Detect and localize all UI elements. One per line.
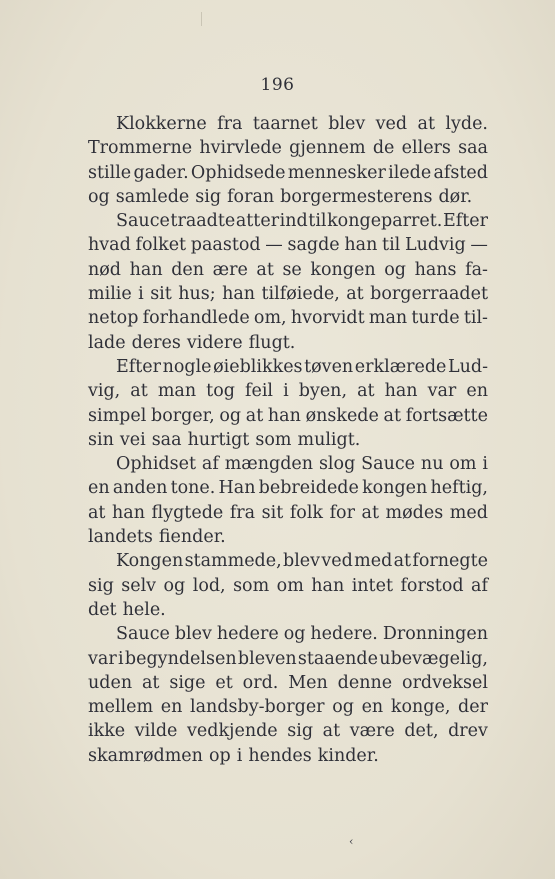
word: i <box>138 284 144 305</box>
word: muligt. <box>297 429 361 450</box>
word: feil <box>245 381 274 402</box>
word: skamrødmen <box>88 745 203 766</box>
word: til <box>382 235 401 256</box>
word: var <box>427 381 457 402</box>
word: milie <box>88 284 132 305</box>
word: landsby-borger <box>190 697 325 718</box>
word: hele. <box>122 599 166 620</box>
word: hvirvlede <box>199 138 282 159</box>
word: Ophidset <box>116 454 196 475</box>
text-line <box>88 331 488 355</box>
word: borger, <box>151 405 215 426</box>
word: og <box>332 697 354 718</box>
word: intet <box>351 575 393 596</box>
word: fornegte <box>412 551 488 572</box>
word: de <box>372 138 395 159</box>
text-line <box>88 622 488 646</box>
word: lade <box>88 332 126 353</box>
word: gjennem <box>289 138 366 159</box>
word: og <box>384 259 406 280</box>
text-line <box>88 258 488 282</box>
word: en <box>466 381 488 402</box>
text-line <box>88 695 488 719</box>
text-line <box>88 476 488 500</box>
text-line <box>88 671 488 695</box>
body-text <box>88 112 488 768</box>
word: tone. <box>170 478 216 499</box>
word: nu <box>420 454 444 475</box>
word: flygtede <box>151 502 224 523</box>
word: Klokkerne <box>116 114 207 134</box>
text-line <box>88 161 488 185</box>
word: traadte <box>170 211 236 232</box>
word: en <box>88 478 110 499</box>
word: Sauce <box>116 211 170 232</box>
word: med <box>449 502 488 523</box>
word: kongeparret. <box>327 211 443 232</box>
word: Ophidsede <box>190 162 286 183</box>
word: at <box>357 381 375 402</box>
word: at <box>245 405 264 426</box>
word: Kongen <box>116 551 184 572</box>
word: at <box>383 405 402 426</box>
word: fiender. <box>158 527 226 548</box>
text-line <box>88 379 488 403</box>
word: — <box>265 235 283 256</box>
word: mellem <box>88 697 154 718</box>
word: vedkjende <box>187 721 278 742</box>
word: var <box>88 648 117 669</box>
word: gader. <box>133 162 189 183</box>
word: hvad <box>88 235 131 256</box>
text-line <box>88 282 488 306</box>
word: bleven <box>237 648 297 669</box>
word: ind <box>279 211 308 232</box>
word: nød <box>88 259 122 280</box>
word: sig <box>195 186 222 207</box>
word: landets <box>88 527 153 548</box>
word: en <box>361 697 384 718</box>
word: i <box>283 381 289 402</box>
text-line <box>88 719 488 743</box>
word: det <box>88 599 117 620</box>
word: at <box>393 551 412 572</box>
word: saa <box>151 429 182 450</box>
text-line <box>88 452 488 476</box>
word: hus; <box>178 284 216 305</box>
word: man <box>368 308 408 329</box>
word: samlede <box>115 186 190 207</box>
word: tog <box>206 381 235 402</box>
word: Trommerne <box>88 138 193 159</box>
word: han <box>267 405 301 426</box>
word: hendes <box>248 745 312 766</box>
word: afsted <box>433 162 488 183</box>
word: stille <box>88 162 132 183</box>
word: at <box>417 114 435 134</box>
word: til <box>308 211 327 232</box>
word: som <box>255 429 292 450</box>
word: et <box>215 672 233 693</box>
word: vilde <box>134 721 178 742</box>
word: være <box>349 721 395 742</box>
word: flugt. <box>248 332 296 353</box>
word: — <box>470 235 488 256</box>
word: heftig, <box>430 478 488 499</box>
word: at <box>361 502 379 523</box>
word: at <box>346 284 364 305</box>
word: og <box>219 405 242 426</box>
word: Sauce <box>361 454 416 475</box>
word: til- <box>463 308 488 329</box>
word: det, <box>404 721 439 742</box>
word: at <box>130 381 148 402</box>
word: byen, <box>298 381 348 402</box>
word: denne <box>337 672 393 693</box>
word: han <box>129 259 163 280</box>
paper-crease <box>201 12 202 26</box>
word: mængden <box>224 454 314 475</box>
word: i <box>118 648 124 669</box>
text-line <box>88 306 488 330</box>
text-line <box>88 647 488 671</box>
word: en <box>160 697 183 718</box>
word: anden <box>112 478 168 499</box>
word: kongen <box>310 259 376 280</box>
footer-mark: ‹ <box>349 835 354 848</box>
word: vig, <box>88 381 121 402</box>
word: ubevægelig, <box>379 648 488 669</box>
word: øieblikkes <box>213 356 303 377</box>
word: videre <box>186 332 243 353</box>
text-line <box>88 185 488 209</box>
word: staaende <box>297 648 378 669</box>
word: at <box>256 259 274 280</box>
text-line <box>88 136 488 160</box>
word: begyndelsen <box>124 648 237 669</box>
word: saa <box>458 138 488 159</box>
word: op <box>208 745 231 766</box>
text-line <box>88 598 488 622</box>
word: Men <box>288 672 328 693</box>
text-line <box>88 525 488 549</box>
word: og <box>163 575 186 596</box>
word: taarnet <box>252 114 318 134</box>
word: Dronningen <box>382 624 488 645</box>
word: sit <box>261 502 284 523</box>
word: i <box>236 745 243 766</box>
word: bebreidede <box>258 478 359 499</box>
word: Ludvig <box>404 235 466 256</box>
word: han <box>112 502 145 523</box>
word: drev <box>448 721 488 742</box>
word: lyde. <box>445 114 488 134</box>
word: af <box>471 575 488 596</box>
word: borgermesterens <box>280 186 433 207</box>
word: folket <box>135 235 187 256</box>
word: dør. <box>438 186 473 207</box>
word: ønskede <box>305 405 379 426</box>
word: blev <box>328 114 366 134</box>
word: ord. <box>242 672 279 693</box>
word: han <box>222 284 256 305</box>
word: blev <box>283 551 321 572</box>
word: konge, <box>390 697 451 718</box>
word: han <box>384 381 418 402</box>
text-line <box>88 744 488 768</box>
word: ved <box>375 114 408 134</box>
word: atter <box>235 211 280 232</box>
word: og <box>88 186 110 207</box>
word: sit <box>150 284 172 305</box>
word: tilføiede, <box>261 284 340 305</box>
word: deres <box>131 332 181 353</box>
text-line <box>88 574 488 598</box>
word: ikke <box>88 721 126 742</box>
text-line <box>88 404 488 428</box>
word: se <box>282 259 302 280</box>
word: borgerraadet <box>370 284 488 305</box>
text-line <box>88 112 488 136</box>
word: sin <box>88 429 114 450</box>
word: fortsætte <box>405 405 488 426</box>
word: hedere. <box>310 624 378 645</box>
word: selv <box>121 575 157 596</box>
word: Efter <box>442 211 488 232</box>
word: ilede <box>388 162 432 183</box>
word: tøven <box>304 356 354 377</box>
word: hvorvidt <box>290 308 365 329</box>
word: ære <box>212 259 248 280</box>
word: han <box>344 235 378 256</box>
word: Sauce <box>116 624 170 645</box>
word: fra <box>217 114 243 134</box>
text-line <box>88 233 488 257</box>
word: simpel <box>88 405 147 426</box>
word: om, <box>253 308 287 329</box>
word: slog <box>318 454 356 475</box>
word: vei <box>119 429 146 450</box>
word: hurtigt <box>187 429 250 450</box>
word: sig <box>88 575 114 596</box>
word: man <box>157 381 197 402</box>
word: folk <box>289 502 324 523</box>
word: foran <box>227 186 275 207</box>
word: der <box>458 697 488 718</box>
word: fra <box>229 502 256 523</box>
text-line <box>88 209 488 233</box>
word: og <box>283 624 306 645</box>
word: som <box>233 575 270 596</box>
word: erklærede <box>354 356 447 377</box>
word: kongen <box>362 478 428 499</box>
text-line <box>88 549 488 573</box>
word: paastod <box>190 235 261 256</box>
word: forhandlede <box>142 308 250 329</box>
word: stammede, <box>184 551 282 572</box>
word: for <box>329 502 355 523</box>
word: kinder. <box>317 745 379 766</box>
word: turde <box>411 308 460 329</box>
word: at <box>142 672 160 693</box>
word: hedere <box>216 624 279 645</box>
word: om <box>449 454 477 475</box>
word: ellers <box>401 138 451 159</box>
word: sig <box>287 721 314 742</box>
word: ved <box>321 551 353 572</box>
word: blev <box>174 624 212 645</box>
text-line <box>88 428 488 452</box>
word: at <box>88 502 106 523</box>
word: nogle <box>162 356 212 377</box>
word: at <box>322 721 341 742</box>
word: ordveksel <box>402 672 488 693</box>
word: uden <box>88 672 133 693</box>
word: forstod <box>400 575 464 596</box>
word: hans <box>414 259 457 280</box>
word: han <box>311 575 345 596</box>
word: netop <box>88 308 139 329</box>
word: mennesker <box>287 162 386 183</box>
word: fa- <box>465 259 488 280</box>
word: i <box>482 454 488 475</box>
word: mødes <box>385 502 444 523</box>
word: Efter <box>116 356 162 377</box>
word: sagde <box>287 235 340 256</box>
text-line <box>88 355 488 379</box>
word: om <box>276 575 304 596</box>
word: Han <box>218 478 256 499</box>
text-line <box>88 501 488 525</box>
word: sige <box>169 672 206 693</box>
word: lod, <box>192 575 226 596</box>
page-number: 196 <box>260 75 295 95</box>
word: af <box>201 454 219 475</box>
word: Lud- <box>447 356 488 377</box>
word: den <box>171 259 205 280</box>
word: med <box>354 551 393 572</box>
